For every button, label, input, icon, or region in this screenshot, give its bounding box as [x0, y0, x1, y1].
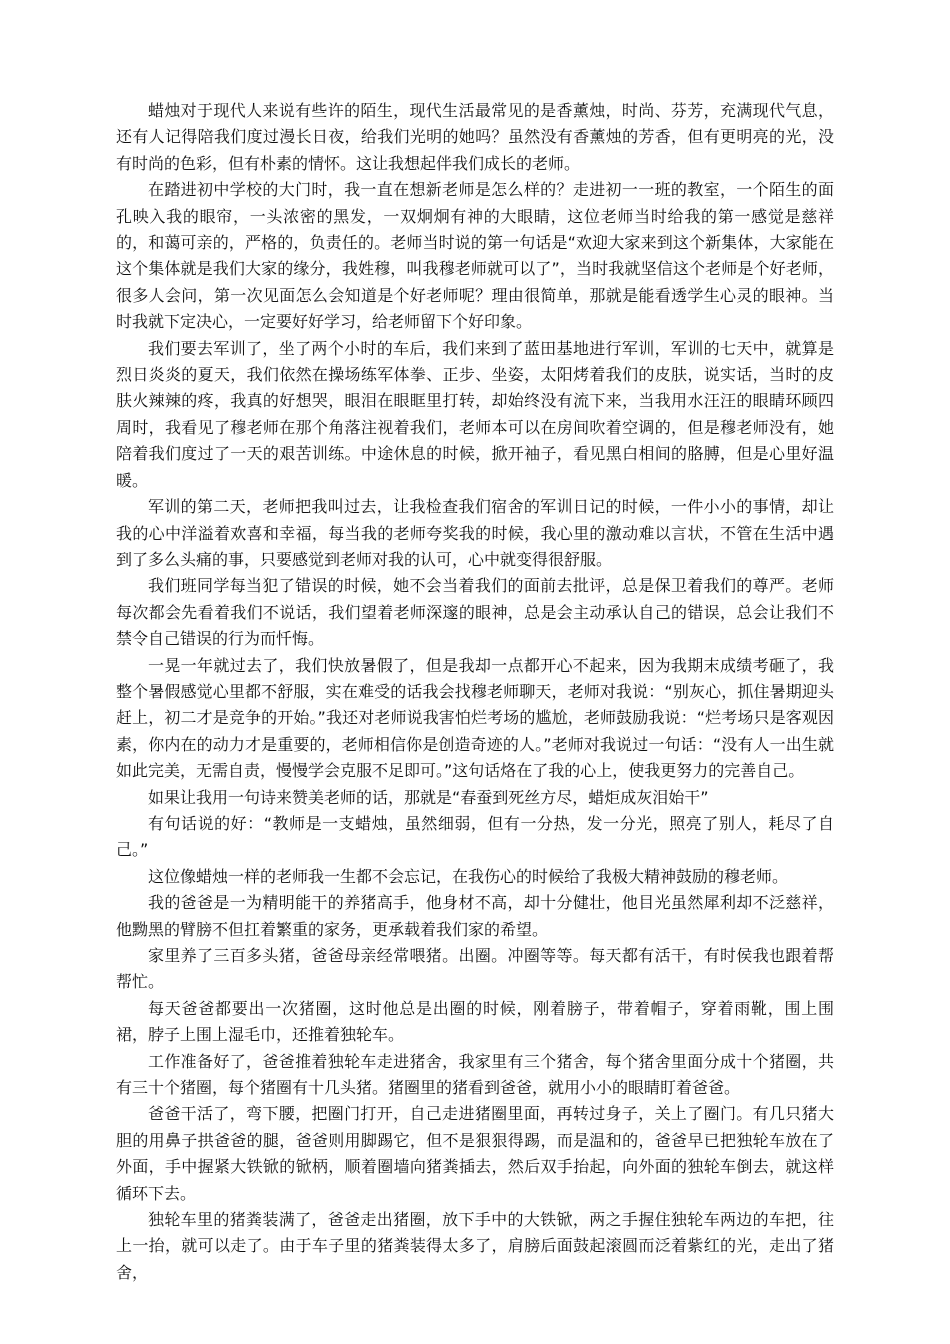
- paragraph: 家里养了三百多头猪，爸爸母亲经常喂猪。出圈。冲圈等等。每天都有活干，有时侯我也跟着帮帮忙。: [116, 946, 834, 992]
- paragraph: 有句话说的好：“教师是一支蜡烛，虽然细弱，但有一分热，发一分光，照亮了别人，耗尽了自己。”: [116, 813, 834, 860]
- paragraph: 我的爸爸是一为精明能干的养猪高手，他身材不高，却十分健壮，他目光虽然犀利却不泛慈祥，他黝黑的臂膀不但扛着繁重的家务，更承载着我们家的希望。: [116, 893, 834, 939]
- paragraph: 如果让我用一句诗来赞美老师的话，那就是“春蚕到死丝方尽，蜡炬成灰泪始干”: [148, 787, 709, 807]
- paragraph: 一晃一年就过去了，我们快放暑假了，但是我却一点都开心不起来，因为我期末成绩考砸了，我整个暑假感觉心里都不舒服，实在难受的话我会找穆老师聊天，老师对我说：“别灰心，抓住暑期迎头赶上，初二才是竞争的开始。”我还对老师说我害怕烂考场的尴尬，老师鼓励我说：“烂考场只是客观因素，你内在的动力才是重要的，老师相信你是创造奇迹的人。”老师对我说过一句话：“没有人一出生就如此完美，无需自责，慢慢学会克服不足即可。”这句话烙在了我的心上，使我更努力的完善自己。: [116, 655, 834, 781]
- paragraph: 我们班同学每当犯了错误的时候，她不会当着我们的面前去批评，总是保卫着我们的尊严。老师每次都会先看着我们不说话，我们望着老师深邃的眼神，总是会主动承认自己的错误，总会让我们不禁令自己错误的行为而忏悔。: [116, 576, 834, 649]
- paragraph: 每天爸爸都要出一次猪圈，这时他总是出圈的时候，刚着膀子，带着帽子，穿着雨靴，围上围裙，脖子上围上湿毛巾，还推着独轮车。: [116, 998, 834, 1045]
- paragraph: 军训的第二天，老师把我叫过去，让我检查我们宿舍的军训日记的时候，一件小小的事情，却让我的心中洋溢着欢喜和幸福，每当我的老师夸奖我的时候，我心里的激动难以言状，不管在生活中遇到了多么头痛的事，只要感觉到老师对我的认可，心中就变得很舒服。: [116, 497, 834, 569]
- paragraph: 这位像蜡烛一样的老师我一生都不会忘记，在我伤心的时候给了我极大精神鼓励的穆老师。: [148, 866, 789, 886]
- paragraph: 我们要去军训了，坐了两个小时的车后，我们来到了蓝田基地进行军训，军训的七天中，就算是烈日炎炎的夏天，我们依然在操场练军体拳、正步、坐姿，太阳烤着我们的皮肤，说实话，当时的皮肤火辣辣的疼，我真的好想哭，眼泪在眼眶里打转，却始终没有流下来，当我用水汪汪的眼睛环顾四周时，我看见了穆老师在那个角落注视着我们，老师本可以在房间吹着空调的，但是穆老师没有，她陪着我们度过了一天的艰苦训练。中途休息的时候，掀开袖子，看见黑白相间的胳膊，但是心里好温暖。: [116, 338, 834, 490]
- paragraph: 蜡烛对于现代人来说有些许的陌生，现代生活最常见的是香薰烛，时尚、芬芳，充满现代气息，还有人记得陪我们度过漫长日夜，给我们光明的她吗？虽然没有香薰烛的芳香，但有更明亮的光，没有时尚的色彩，但有朴素的情怀。这让我想起伴我们成长的老师。: [116, 101, 834, 173]
- paragraph: 工作准备好了，爸爸推着独轮车走进猪舍，我家里有三个猪舍，每个猪舍里面分成十个猪圈，共有三十个猪圈，每个猪圈有十几头猪。猪圈里的猪看到爸爸，就用小小的眼睛盯着爸爸。: [116, 1051, 834, 1098]
- paragraph: 爸爸干活了，弯下腰，把圈门打开，自己走进猪圈里面，再转过身子，关上了圈门。有几只猪大胆的用鼻子拱爸爸的腿，爸爸则用脚踢它，但不是狠狠得踢，而是温和的，爸爸早已把独轮车放在了外面，手中握紧大铁锨的锨柄，顺着圈墙向猪粪插去，然后双手抬起，向外面的独轮车倒去，就这样循环下去。: [116, 1104, 834, 1203]
- document-page: [116, 98, 834, 1286]
- paragraph: 独轮车里的猪粪装满了，爸爸走出猪圈，放下手中的大铁锨，两之手握住独轮车两边的车把，往上一抬，就可以走了。由于车子里的猪粪装得太多了，肩膀后面鼓起滚圆而泛着紫红的光，走出了猪舍，: [116, 1210, 834, 1282]
- paragraph: 在踏进初中学校的大门时，我一直在想新老师是怎么样的？走进初一一班的教室，一个陌生的面孔映入我的眼帘，一头浓密的黑发，一双炯炯有神的大眼睛，这位老师当时给我的第一感觉是慈祥的，和蔼可亲的，严格的，负责任的。老师当时说的第一句话是“欢迎大家来到这个新集体，大家能在这个集体就是我们大家的缘分，我姓穆，叫我穆老师就可以了”，当时我就坚信这个老师是个好老师，很多人会问，第一次见面怎么会知道是个好老师呢？理由很简单，那就是能看透学生心灵的眼神。当时我就下定决心，一定要好好学习，给老师留下个好印象。: [116, 180, 834, 332]
